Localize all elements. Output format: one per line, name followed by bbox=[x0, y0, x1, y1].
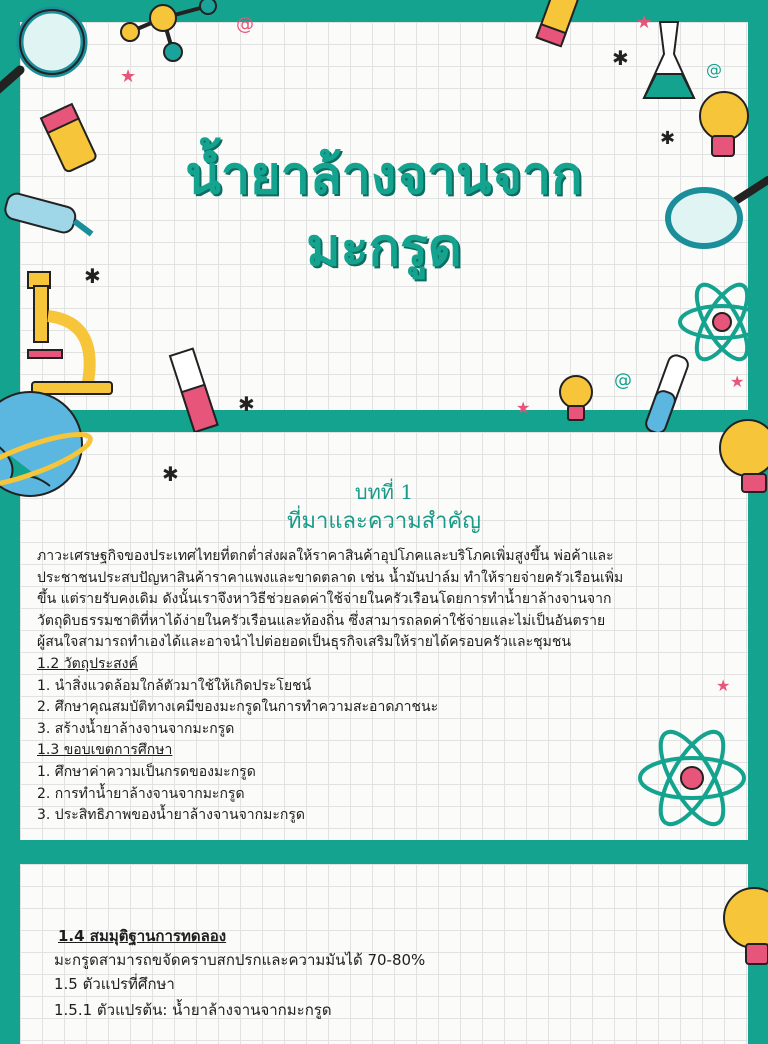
objectives-heading: 1.2 วัตถุประสงค์ bbox=[37, 655, 138, 672]
title-line-1: น้ำยาล้างจานจาก bbox=[185, 146, 583, 206]
test-tube-icon bbox=[638, 352, 694, 442]
star-icon: ★ bbox=[716, 676, 731, 695]
title-line-2: มะกรูด bbox=[306, 218, 462, 278]
sparkle-icon: ✱ bbox=[660, 128, 676, 149]
star-icon: ★ bbox=[516, 398, 531, 417]
goggles-icon bbox=[0, 192, 95, 247]
lightbulb-icon bbox=[690, 86, 754, 166]
intro-line: ภาวะเศรษฐกิจของประเทศไทยที่ตกต่ำส่งผลให้ราคาสินค้าอุปโภคและบริโภคเพิ่มสูงขึ้น พ่อค้าและ bbox=[37, 548, 614, 564]
star-icon: ★ bbox=[120, 66, 137, 87]
microscope-icon bbox=[18, 272, 118, 402]
variables-heading: 1.5 ตัวแปรที่ศึกษา bbox=[54, 975, 175, 993]
star-icon: ★ bbox=[636, 12, 653, 33]
atom-icon bbox=[634, 716, 750, 840]
globe-icon bbox=[0, 430, 96, 510]
sparkle-icon: ✱ bbox=[612, 46, 629, 70]
swirl-icon: @ bbox=[236, 14, 254, 35]
battery-icon bbox=[30, 98, 110, 178]
objective-item: 2. ศึกษาคุณสมบัติทางเคมีของมะกรูดในการทำความสะอาดภาชนะ bbox=[37, 699, 439, 716]
sparkle-icon: ✱ bbox=[84, 264, 101, 288]
sparkle-icon: ✱ bbox=[162, 462, 179, 486]
page-title bbox=[0, 140, 768, 284]
magnifier-icon bbox=[664, 178, 768, 258]
molecule-icon bbox=[118, 0, 218, 70]
scope-item: 3. ประสิทธิภาพของน้ำยาล้างจานจากมะกรูด bbox=[37, 807, 305, 824]
intro-line: วัตถุดิบธรรมชาติที่หาได้ง่ายในครัวเรือนและท้องถิ่น ซึ่งสามารถลดค่าใช้จ่ายและไม่เป็นอันตราย bbox=[37, 612, 606, 629]
graduated-cylinder-icon bbox=[160, 346, 230, 436]
scope-item: 2. การทำน้ำยาล้างจานจากมะกรูด bbox=[37, 785, 245, 802]
scope-item: 1. ศึกษาค่าความเป็นกรดของมะกรูด bbox=[37, 763, 256, 780]
scope-heading: 1.3 ขอบเขตการศึกษา bbox=[37, 742, 173, 759]
objective-item: 3. สร้างน้ำยาล้างจานจากมะกรูด bbox=[37, 720, 235, 737]
hypothesis-text: มะกรูดสามารถขจัดคราบสกปรกและความมันได้ 70-80% bbox=[54, 951, 426, 969]
intro-line: ประชาชนประสบปัญหาสินค้าราคาแพงและขาดตลาด เช่น น้ำมันปาล์ม ทำให้รายจ่ายครัวเรือนเพิ่ม bbox=[37, 569, 624, 586]
magnifier-icon bbox=[0, 0, 100, 100]
swirl-icon: @ bbox=[614, 370, 632, 391]
star-icon: ★ bbox=[730, 372, 745, 391]
hypothesis-heading: 1.4 สมมุติฐานการทดลอง bbox=[58, 927, 227, 945]
intro-line: ผู้สนใจสามารถทำเองได้และอาจนำไปต่อยอดเป็นธุรกิจเสริมให้รายได้ครอบครัวและชุมชน bbox=[37, 634, 571, 651]
lightbulb-icon bbox=[714, 878, 768, 968]
chapter-label: บทที่ 1 bbox=[354, 480, 414, 504]
intro-line: ขึ้น แต่รายรับคงเดิม ดังนั้นเราจึงหาวิธีช่วยลดค่าใช้จ่ายในครัวเรือนโดยการทำน้ำยาล้างจานจาก bbox=[37, 591, 612, 608]
lightbulb-icon bbox=[556, 374, 596, 434]
swirl-icon: @ bbox=[706, 60, 722, 79]
objective-item: 1. นำสิ่งแวดล้อมใกล้ตัวมาใช้ให้เกิดประโยชน์ bbox=[37, 677, 312, 694]
battery-icon bbox=[528, 0, 588, 55]
lightbulb-icon bbox=[712, 430, 768, 500]
chapter-title: ที่มาและความสำคัญ bbox=[286, 509, 481, 534]
independent-variable: 1.5.1 ตัวแปรต้น: น้ำยาล้างจานจากมะกรูด bbox=[54, 1001, 332, 1019]
sparkle-icon: ✱ bbox=[238, 392, 255, 416]
